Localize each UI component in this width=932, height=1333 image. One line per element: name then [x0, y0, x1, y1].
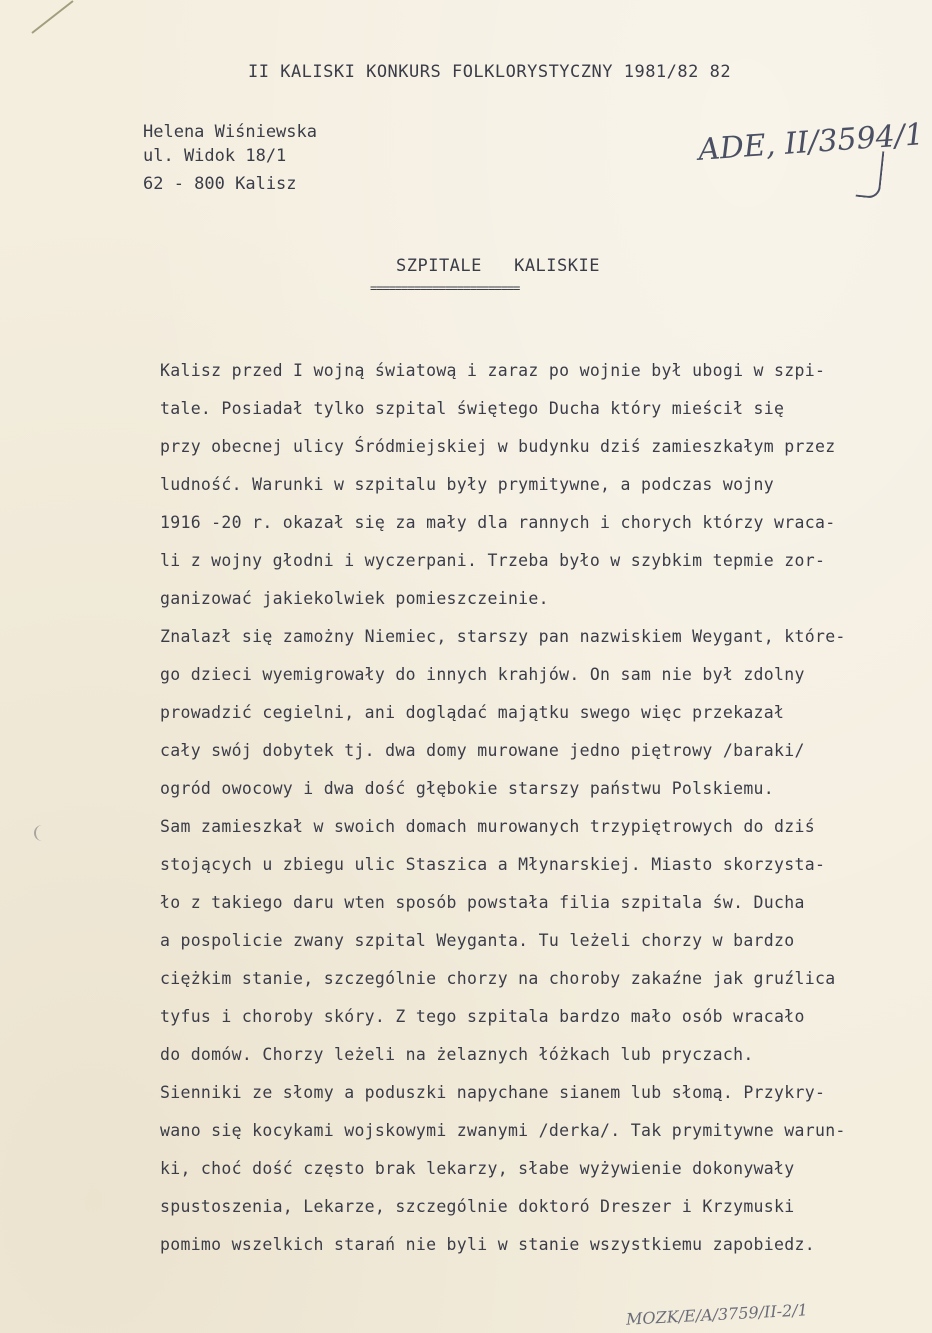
body-line: tale. Posiadał tylko szpital świętego Ducha który mieścił się	[160, 399, 785, 418]
body-text	[160, 352, 930, 1264]
body-line: ki, choć dość często brak lekarzy, słabe wyżywienie dokonywały	[160, 1159, 795, 1178]
body-line: go dzieci wyemigrowały do innych krahjów. On sam nie był zdolny	[160, 665, 805, 684]
handwritten-bracket	[856, 149, 885, 199]
body-line: przy obecnej ulicy Śródmiejskiej w budynku dziś zamieszkałym przez	[160, 437, 836, 456]
sender-address	[143, 120, 317, 196]
body-line: ciężkim stanie, szczególnie chorzy na choroby zakaźne jak gruźlica	[160, 969, 836, 988]
body-line: ogród owocowy i dwa dość głębokie starszy państwu Polskiemu.	[160, 779, 775, 798]
body-line: pomimo wszelkich starań nie byli w stanie wszystkiemu zapobiedz.	[160, 1235, 815, 1254]
body-line: Znalazł się zamożny Niemiec, starszy pan nazwiskiem Weygant, które-	[160, 627, 846, 646]
body-line: Sienniki ze słomy a poduszki napychane sianem lub słomą. Przykry-	[160, 1083, 826, 1102]
body-line: 1916 -20 r. okazał się za mały dla rannych i chorych którzy wraca-	[160, 513, 836, 532]
sender-city: 62 - 800 Kalisz	[143, 174, 297, 194]
body-line: wano się kocykami wojskowymi zwanymi /derka/. Tak prymitywne warun-	[160, 1121, 846, 1140]
body-line: ludność. Warunki w szpitalu były prymitywne, a podczas wojny	[160, 475, 775, 494]
body-line: ganizować jakiekolwiek pomieszczeinie.	[160, 589, 549, 608]
archive-stamp: MOZK/E/A/3759/II-2/1	[625, 1300, 809, 1329]
margin-mark	[34, 825, 44, 841]
title-underline: ========================	[370, 281, 520, 295]
body-line: tyfus i choroby skóry. Z tego szpitala bardzo mało osób wracało	[160, 1007, 805, 1026]
sender-name: Helena Wiśniewska	[143, 122, 317, 142]
document-title: SZPITALE KALISKIE	[396, 256, 600, 276]
body-line: do domów. Chorzy leżeli na żelaznych łóżkach lub pryczach.	[160, 1045, 754, 1064]
pencil-mark	[31, 0, 73, 34]
sender-street: ul. Widok 18/1	[143, 146, 287, 166]
body-line: prowadzić cegielni, ani doglądać majątku swego więc przekazał	[160, 703, 785, 722]
body-line: Sam zamieszkał w swoich domach murowanych trzypiętrowych do dziś	[160, 817, 815, 836]
body-line: stojących u zbiegu ulic Staszica a Młynarskiej. Miasto skorzysta-	[160, 855, 826, 874]
body-line: ło z takiego daru wten sposób powstała filia szpitala św. Ducha	[160, 893, 805, 912]
body-line: Kalisz przed I wojną światową i zaraz po wojnie był ubogi w szpi-	[160, 361, 826, 380]
body-line: spustoszenia, Lekarze, szczególnie doktoró Dreszer i Krzymuski	[160, 1197, 795, 1216]
body-line: a pospolicie zwany szpital Weyganta. Tu leżeli chorzy w bardzo	[160, 931, 795, 950]
body-line: cały swój dobytek tj. dwa domy murowane jedno piętrowy /baraki/	[160, 741, 805, 760]
handwritten-reference: ADE, II/3594/1	[697, 117, 925, 168]
competition-header: II KALISKI KONKURS FOLKLORYSTYCZNY 1981/82 82	[248, 62, 732, 82]
body-line: li z wojny głodni i wyczerpani. Trzeba było w szybkim tepmie zor-	[160, 551, 826, 570]
